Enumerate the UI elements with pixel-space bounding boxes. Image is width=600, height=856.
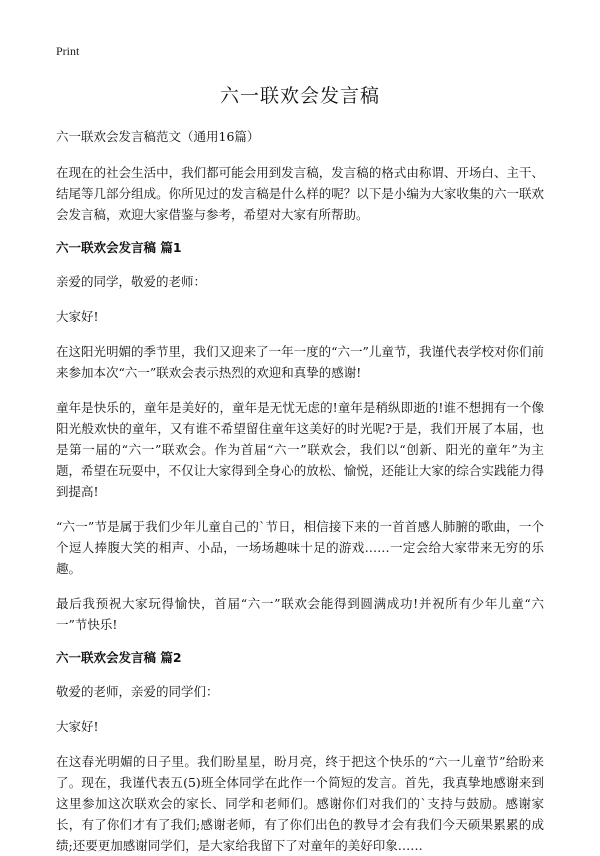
document-subtitle: 六一联欢会发言稿范文（通用16篇） <box>56 129 260 144</box>
section-heading: 六一联欢会发言稿 篇2 <box>56 650 182 665</box>
body-paragraph: 最后我预祝大家玩得愉快，首届“六一”联欢会能得到圆满成功!并祝所有少年儿童“六一”节快乐! <box>56 596 544 632</box>
body-paragraph: “六一”节是属于我们少年儿童自己的`节日，相信接下来的一首首感人肺腑的歌曲，一个个逗人捧腹大笑的相声、小品，一场场趣味十足的游戏……一定会给大家带来无穷的乐趣。 <box>56 519 544 576</box>
section-1 <box>56 239 544 635</box>
section-heading: 六一联欢会发言稿 篇1 <box>56 240 182 255</box>
greeting: 大家好! <box>56 719 99 734</box>
print-label: Print <box>56 44 80 58</box>
salutation: 敬爱的老师，亲爱的同学们： <box>56 684 219 699</box>
greeting: 大家好! <box>56 309 99 324</box>
section-2 <box>56 649 544 856</box>
body-paragraph: 在这春光明媚的日子里。我们盼星星，盼月亮，终于把这个快乐的“六一儿童节”给盼来了。现在，我谨代表五(5)班全体同学在此作一个简短的发言。首先，我真挚地感谢来到这里参加这次联欢会的家长、同学和老师们。感谢你们对我们的`支持与鼓励。感谢家长，有了你们才有了我们;感谢老师，有了你们出色的教导才会有我们今天硕果累累的成绩;还要更加感谢同学们，是大家给我留下了对童年的美好印象…… <box>56 754 544 853</box>
intro-paragraph: 在现在的社会生活中，我们都可能会用到发言稿，发言稿的格式由称谓、开场白、主干、结尾等几部分组成。你所见过的发言稿是什么样的呢？以下是小编为大家收集的六一联欢会发言稿，欢迎大家借鉴与参考，希望对大家有所帮助。 <box>56 165 544 222</box>
body-paragraph: 在这阳光明媚的季节里，我们又迎来了一年一度的“六一”儿童节，我谨代表学校对你们前来参加本次“六一”联欢会表示热烈的欢迎和真挚的感谢! <box>56 344 544 380</box>
document-title: 六一联欢会发言稿 <box>219 85 380 107</box>
body-paragraph: 童年是快乐的，童年是美好的，童年是无忧无虑的!童年是稍纵即逝的!谁不想拥有一个像阳光般欢快的童年，又有谁不希望留住童年这美好的时光呢?于是，我们开展了本届，也是第一届的“六一”联欢会。作为首届“六一”联欢会，我们以“创新、阳光的童年”为主题，希望在玩耍中，不仅让大家得到全身心的放松、愉悦，还能让大家的综合实践能力得到提高! <box>56 400 544 499</box>
salutation: 亲爱的同学，敬爱的老师： <box>56 274 207 289</box>
